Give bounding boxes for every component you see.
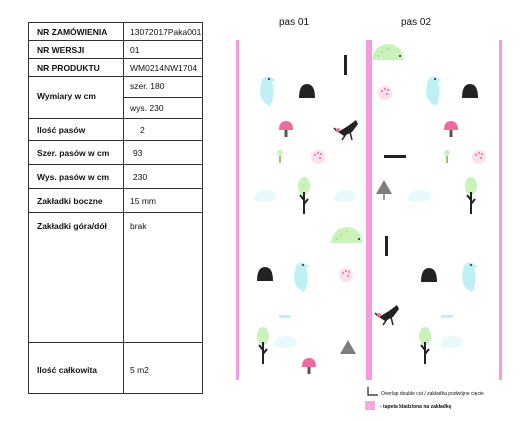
berry-blob-icon [311,150,325,164]
tab-bar-left [236,40,239,380]
strip-width-label: Szer. pasów w cm [37,148,110,158]
mushroom-icon [444,121,458,137]
mouse-hole-icon [257,267,273,281]
order-label: NR ZAMÓWIENIA [37,27,108,37]
tree-icon [257,327,269,364]
mouse-hole-icon [421,268,437,282]
dash-mark [441,315,453,318]
product-value: WM0214NW1704 [130,63,198,73]
total-value: 5 m2 [130,365,149,375]
hedgehog-icon [331,227,363,243]
bird-icon [260,76,276,106]
cloud-icon [334,190,357,202]
tree-icon [465,177,477,214]
mouse-hole-icon [462,84,478,98]
product-label: NR PRODUKTU [37,63,100,73]
stick-mark [385,236,388,256]
side-tabs-label: Zakładki boczne [37,196,103,206]
tree-icon [419,327,431,364]
tab-bar-middle [366,40,372,380]
triangle-icon [376,180,392,194]
tab-bar-right [499,40,502,380]
mushroom-icon [302,358,316,374]
dash-mark [279,315,291,318]
strip-width-value: 93 [133,148,143,158]
strip2-label: pas 02 [401,17,432,28]
version-value: 01 [130,45,140,55]
strips-count-value: 2 [140,125,145,135]
strip-height-value: 230 [133,172,148,182]
strips-count-label: Ilość pasów [37,125,86,135]
tab-legend-swatch [365,401,375,410]
cloud-icon [440,336,463,348]
mushroom-icon [279,121,293,137]
mouse-hole-icon [299,84,315,98]
triangle-icon [340,340,356,354]
hedgehog-icon [372,44,404,60]
order-value: 13072017Paka001 [130,27,202,37]
strip-height-label: Wys. pasów w cm [37,172,110,182]
stick-mark [344,55,347,75]
berry-blob-icon [378,86,392,100]
bird-icon [426,76,442,106]
flower-icon [444,150,450,163]
fox-icon [375,305,399,325]
height-value: wys. 230 [130,103,164,113]
side-tabs-value: 15 mm [130,196,156,206]
flower-icon [277,150,283,163]
total-label: Ilość całkowita [37,365,97,375]
cloud-icon [408,190,431,202]
version-label: NR WERSJI [37,45,85,55]
berry-blob-icon [472,150,486,164]
tab-legend-text: - tapeta kładziona na zakładkę [380,404,452,410]
strip1-label: pas 01 [279,17,310,28]
cloud-icon [274,336,297,348]
top-bottom-tabs-value: brak [130,221,147,231]
dimensions-label: Wymiary w cm [37,91,96,101]
overlap-legend-text: Overlap double cut / zakładka podwójne cięcie [381,391,484,397]
tree-icon [298,177,310,214]
cloud-icon [254,190,277,202]
fox-icon [334,120,358,140]
bird-icon [294,262,310,292]
bird-icon [462,262,478,292]
overlap-marker-icon [368,387,378,395]
berry-blob-icon [339,268,353,282]
top-bottom-tabs-label: Zakładki góra/dół [37,221,107,231]
stick-mark [384,155,406,158]
width-value: szer. 180 [130,81,165,91]
